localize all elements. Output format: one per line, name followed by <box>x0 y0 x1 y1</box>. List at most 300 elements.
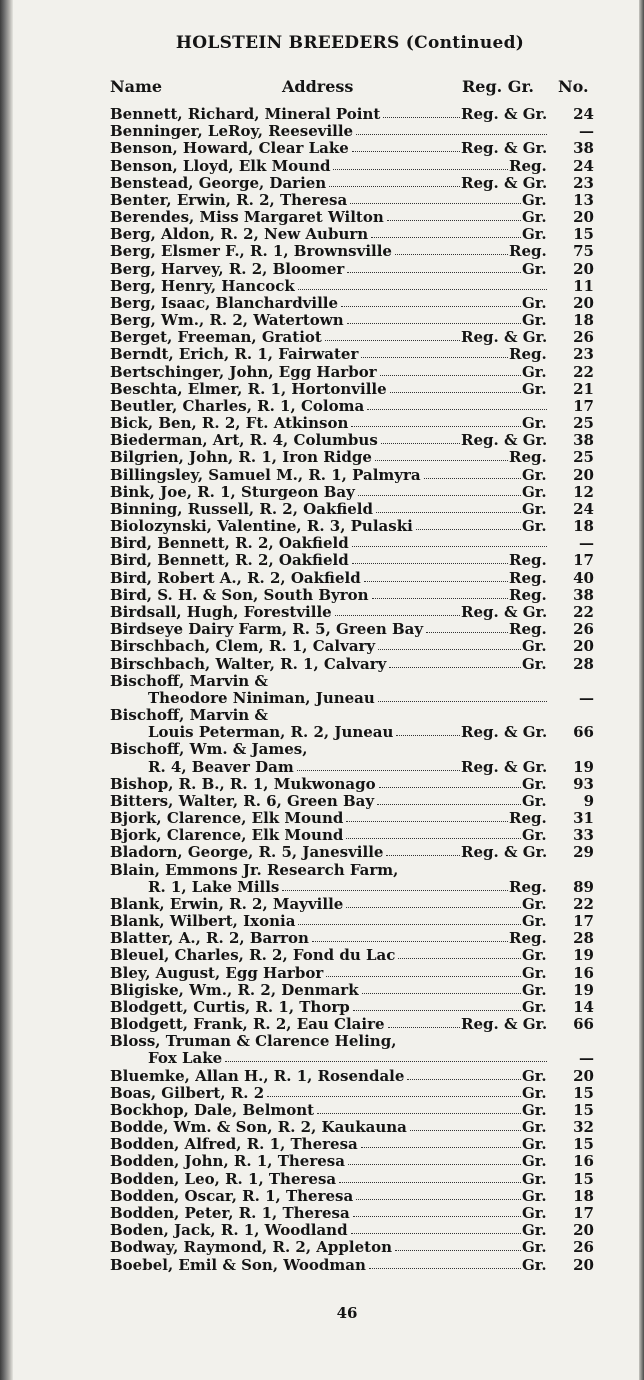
list-item <box>110 982 594 999</box>
herd-count: 15 <box>573 1169 594 1188</box>
breeder-name-address: Blatter, A., R. 2, Barron <box>110 929 309 948</box>
dot-leader <box>267 1096 521 1097</box>
dot-leader <box>352 546 547 547</box>
dot-leader <box>335 615 460 616</box>
dot-leader <box>347 323 521 324</box>
dot-leader <box>282 890 508 891</box>
herd-count: 19 <box>573 980 594 999</box>
dot-leader <box>352 151 460 152</box>
herd-count: 17 <box>573 551 594 570</box>
breeder-name-address: Blodgett, Frank, R. 2, Eau Claire <box>110 1015 385 1034</box>
breeder-name-address: Bennett, Richard, Mineral Point <box>110 105 381 123</box>
registration-type: Gr. <box>522 637 547 656</box>
breeder-name-address: Bischoff, Wm. & James, <box>110 740 308 759</box>
registration-type: Gr. <box>522 963 547 982</box>
dot-leader <box>378 701 547 702</box>
breeder-name-address: Bjork, Clarence, Elk Mound <box>110 809 344 828</box>
list-item <box>110 312 594 329</box>
breeder-name-address: Berendes, Miss Margaret Wilton <box>110 208 384 227</box>
dot-leader <box>372 598 508 599</box>
list-item <box>110 1033 594 1050</box>
herd-count: 26 <box>573 328 594 347</box>
herd-count: 38 <box>573 585 594 604</box>
list-item <box>110 1222 594 1239</box>
list-item <box>110 192 594 209</box>
breeder-list <box>110 106 594 1274</box>
herd-count: 32 <box>573 1118 594 1137</box>
breeder-name-address: Bodden, Leo, R. 1, Theresa <box>110 1169 337 1188</box>
registration-type: Reg. <box>509 929 547 948</box>
registration-type: Reg. <box>509 877 547 896</box>
list-item <box>110 518 594 535</box>
dot-leader <box>376 512 521 513</box>
breeder-name-address: Bird, Bennett, R. 2, Oakfield <box>110 534 349 553</box>
breeder-name-address: R. 1, Lake Mills <box>148 877 280 896</box>
breeder-name-address: Berg, Aldon, R. 2, New Auburn <box>110 225 369 244</box>
dot-leader <box>351 1233 521 1234</box>
herd-count: 17 <box>573 912 594 931</box>
list-item <box>110 1257 594 1274</box>
dot-leader <box>297 770 460 771</box>
list-item <box>110 158 594 175</box>
list-item <box>110 793 594 810</box>
dot-leader <box>361 1147 521 1148</box>
herd-count: 25 <box>573 448 594 467</box>
list-item <box>110 776 594 793</box>
dot-leader <box>379 787 521 788</box>
dot-leader <box>416 529 521 530</box>
list-item <box>110 1153 594 1170</box>
list-item <box>110 930 594 947</box>
registration-type: Reg. & Gr. <box>461 139 548 158</box>
registration-type: Reg. & Gr. <box>461 1015 548 1034</box>
herd-count: 17 <box>573 1204 594 1222</box>
herd-count: 9 <box>583 791 594 810</box>
herd-count: 28 <box>573 654 594 673</box>
breeder-name-address: Benson, Howard, Clear Lake <box>110 139 349 158</box>
breeder-name-address: Bodway, Raymond, R. 2, Appleton <box>110 1238 392 1257</box>
herd-count: 13 <box>573 190 594 209</box>
list-item <box>110 415 594 432</box>
list-item <box>110 398 594 415</box>
registration-type: Gr. <box>522 362 547 381</box>
list-item <box>110 999 594 1016</box>
breeder-name-address: Berg, Harvey, R. 2, Bloomer <box>110 259 345 278</box>
dot-leader <box>396 735 460 736</box>
herd-count: 24 <box>573 499 594 518</box>
breeder-name-address: Berndt, Erich, R. 1, Fairwater <box>110 345 359 364</box>
breeder-name-address: Berg, Henry, Hancock <box>110 276 295 295</box>
list-item <box>110 1102 594 1119</box>
registration-type: Gr. <box>522 482 547 501</box>
registration-type: Gr. <box>522 1169 547 1188</box>
dot-leader <box>390 392 521 393</box>
dot-leader <box>225 1061 547 1062</box>
dot-leader <box>333 169 508 170</box>
list-item <box>110 140 594 157</box>
dot-leader <box>339 1182 521 1183</box>
breeder-name-address: Bluemke, Allan H., R. 1, Rosendale <box>110 1066 405 1085</box>
list-item <box>110 226 594 243</box>
list-item <box>110 724 594 741</box>
page-title: HOLSTEIN BREEDERS (Continued) <box>175 33 525 53</box>
breeder-name-address: Bodden, John, R. 1, Theresa <box>110 1152 345 1171</box>
registration-type: Gr. <box>522 499 547 518</box>
registration-type: Gr. <box>522 946 547 965</box>
registration-type: Gr. <box>522 293 547 312</box>
list-item <box>110 810 594 827</box>
dot-leader <box>356 134 547 135</box>
breeder-name-address: Bird, Bennett, R. 2, Oakfield <box>110 551 349 570</box>
registration-type: Reg. <box>509 551 547 570</box>
breeder-name-address: Blank, Erwin, R. 2, Mayville <box>110 894 344 913</box>
registration-type: Reg. <box>509 568 547 587</box>
breeder-name-address: Bird, Robert A., R. 2, Oakfield <box>110 568 361 587</box>
dot-leader <box>426 632 508 633</box>
dot-leader <box>407 1079 521 1080</box>
breeder-name-address: Boas, Gilbert, R. 2 <box>110 1083 265 1102</box>
list-item <box>110 587 594 604</box>
herd-count: 93 <box>573 774 594 793</box>
dot-leader <box>298 289 547 290</box>
herd-count: 24 <box>573 156 594 175</box>
list-item <box>110 673 594 690</box>
list-item <box>110 1016 594 1033</box>
herd-count: 17 <box>573 396 594 415</box>
registration-type: Gr. <box>522 894 547 913</box>
breeder-name-address: Berget, Freeman, Gratiot <box>110 328 322 347</box>
dot-leader <box>312 941 508 942</box>
breeder-name-address: Bick, Ben, R. 2, Ft. Atkinson <box>110 414 349 433</box>
breeder-name-address: Bitters, Walter, R. 6, Green Bay <box>110 791 375 810</box>
herd-count: 16 <box>573 1152 594 1171</box>
list-item <box>110 535 594 552</box>
breeder-name-address: Benninger, LeRoy, Reeseville <box>110 122 354 141</box>
registration-type: Reg. & Gr. <box>461 173 548 192</box>
dot-leader <box>326 976 521 977</box>
dot-leader <box>364 581 508 582</box>
registration-type: Gr. <box>522 379 547 398</box>
dot-leader <box>371 237 521 238</box>
dot-leader <box>369 1268 521 1269</box>
registration-type: Reg. <box>509 809 547 828</box>
list-item <box>110 741 594 758</box>
breeder-name-address: Bleuel, Charles, R. 2, Fond du Lac <box>110 946 396 965</box>
dot-leader <box>298 924 521 925</box>
breeder-name-address: Louis Peterman, R. 2, Juneau <box>148 723 394 742</box>
list-item <box>110 570 594 587</box>
breeder-name-address: Benstead, George, Darien <box>110 173 327 192</box>
registration-type: Gr. <box>522 654 547 673</box>
herd-count: 23 <box>573 173 594 192</box>
herd-count: 28 <box>573 929 594 948</box>
list-item <box>110 638 594 655</box>
herd-count: — <box>579 534 594 553</box>
breeder-name-address: Bird, S. H. & Son, South Byron <box>110 585 369 604</box>
column-header-address: Address <box>282 77 354 96</box>
list-item <box>110 295 594 312</box>
list-item <box>110 1171 594 1188</box>
herd-count: 19 <box>573 946 594 965</box>
list-item <box>110 1239 594 1256</box>
list-item <box>110 759 594 776</box>
herd-count: 20 <box>573 293 594 312</box>
breeder-name-address: Bligiske, Wm., R. 2, Denmark <box>110 980 359 999</box>
list-item <box>110 346 594 363</box>
breeder-name-address: Biederman, Art, R. 4, Columbus <box>110 431 378 450</box>
list-item <box>110 604 594 621</box>
registration-type: Gr. <box>522 517 547 536</box>
herd-count: 20 <box>573 1221 594 1240</box>
breeder-name-address: Birdsall, Hugh, Forestville <box>110 602 332 621</box>
list-item <box>110 364 594 381</box>
herd-count: 89 <box>573 877 594 896</box>
herd-count: 20 <box>573 208 594 227</box>
list-item <box>110 329 594 346</box>
list-item <box>110 896 594 913</box>
registration-type: Gr. <box>522 465 547 484</box>
herd-count: 15 <box>573 1135 594 1154</box>
breeder-name-address: Blodgett, Curtis, R. 1, Thorp <box>110 997 350 1016</box>
breeder-name-address: Blank, Wilbert, Ixonia <box>110 912 296 931</box>
dot-leader <box>353 1216 521 1217</box>
breeder-name-address: Bertschinger, John, Egg Harbor <box>110 362 377 381</box>
registration-type: Gr. <box>522 190 547 209</box>
registration-type: Gr. <box>522 414 547 433</box>
dot-leader <box>346 821 508 822</box>
list-item <box>110 501 594 518</box>
herd-count: 15 <box>573 1100 594 1119</box>
dot-leader <box>341 306 521 307</box>
herd-count: 26 <box>573 1238 594 1257</box>
herd-count: 29 <box>573 843 594 862</box>
registration-type: Gr. <box>522 997 547 1016</box>
herd-count: 40 <box>573 568 594 587</box>
breeder-name-address: Bink, Joe, R. 1, Sturgeon Bay <box>110 482 355 501</box>
registration-type: Gr. <box>522 1238 547 1257</box>
list-item <box>110 278 594 295</box>
registration-type: Gr. <box>522 980 547 999</box>
breeder-name-address: Benson, Lloyd, Elk Mound <box>110 156 331 175</box>
list-item <box>110 1136 594 1153</box>
breeder-name-address: Billingsley, Samuel M., R. 1, Palmyra <box>110 465 421 484</box>
herd-count: 24 <box>573 105 594 123</box>
herd-count: 20 <box>573 1255 594 1274</box>
breeder-name-address: Bjork, Clarence, Elk Mound <box>110 826 344 845</box>
list-item <box>110 243 594 260</box>
dot-leader <box>395 254 508 255</box>
dot-leader <box>367 409 547 410</box>
breeder-name-address: Bodde, Wm. & Son, R. 2, Kaukauna <box>110 1118 407 1137</box>
breeder-name-address: Fox Lake <box>148 1049 223 1068</box>
dot-leader <box>395 1250 521 1251</box>
breeder-name-address: Bladorn, George, R. 5, Janesville <box>110 843 384 862</box>
herd-count: 18 <box>573 517 594 536</box>
breeder-name-address: Biolozynski, Valentine, R. 3, Pulaski <box>110 517 413 536</box>
herd-count: 26 <box>573 620 594 639</box>
page-number: 46 <box>336 1304 358 1322</box>
list-item <box>110 261 594 278</box>
registration-type: Reg. & Gr. <box>461 723 548 742</box>
registration-type: Gr. <box>522 259 547 278</box>
dot-leader <box>398 958 521 959</box>
list-item <box>110 844 594 861</box>
breeder-name-address: Bodden, Peter, R. 1, Theresa <box>110 1204 350 1222</box>
breeder-name-address: Bischoff, Marvin & <box>110 671 268 690</box>
breeder-name-address: Boebel, Emil & Son, Woodman <box>110 1255 366 1274</box>
breeder-name-address: Bodden, Alfred, R. 1, Theresa <box>110 1135 358 1154</box>
registration-type: Gr. <box>522 1100 547 1119</box>
list-item <box>110 209 594 226</box>
list-item <box>110 106 594 123</box>
herd-count: 38 <box>573 431 594 450</box>
herd-count: 18 <box>573 1186 594 1205</box>
registration-type: Reg. <box>509 156 547 175</box>
herd-count: 20 <box>573 465 594 484</box>
herd-count: — <box>579 122 594 141</box>
column-header-no: No. <box>558 77 589 96</box>
herd-count: 15 <box>573 225 594 244</box>
column-header-name: Name <box>110 77 163 96</box>
breeder-name-address: Birschbach, Walter, R. 1, Calvary <box>110 654 387 673</box>
herd-count: 20 <box>573 637 594 656</box>
herd-count: 20 <box>573 259 594 278</box>
herd-count: 22 <box>573 602 594 621</box>
herd-count: 33 <box>573 826 594 845</box>
herd-count: 20 <box>573 1066 594 1085</box>
dot-leader <box>375 460 508 461</box>
dot-leader <box>361 357 508 358</box>
herd-count: 22 <box>573 362 594 381</box>
breeder-name-address: Boden, Jack, R. 1, Woodland <box>110 1221 348 1240</box>
breeder-name-address: R. 4, Beaver Dam <box>148 757 294 776</box>
herd-count: 31 <box>573 809 594 828</box>
list-item <box>110 621 594 638</box>
dot-leader <box>381 443 460 444</box>
list-item <box>110 947 594 964</box>
dot-leader <box>424 478 521 479</box>
list-item <box>110 1119 594 1136</box>
registration-type: Reg. & Gr. <box>461 431 548 450</box>
list-item <box>110 552 594 569</box>
dot-leader <box>410 1130 521 1131</box>
breeder-name-address: Beschta, Elmer, R. 1, Hortonville <box>110 379 387 398</box>
herd-count: 18 <box>573 311 594 330</box>
list-item <box>110 1068 594 1085</box>
registration-type: Reg. & Gr. <box>461 602 548 621</box>
list-item <box>110 862 594 879</box>
dot-leader <box>353 1010 521 1011</box>
registration-type: Gr. <box>522 208 547 227</box>
herd-count: 19 <box>573 757 594 776</box>
list-item <box>110 656 594 673</box>
breeder-name-address: Beutler, Charles, R. 1, Coloma <box>110 396 365 415</box>
breeder-name-address: Bishop, R. B., R. 1, Mukwonago <box>110 774 376 793</box>
list-item <box>110 1205 594 1222</box>
breeder-name-address: Bockhop, Dale, Belmont <box>110 1100 315 1119</box>
breeder-name-address: Birdseye Dairy Farm, R. 5, Green Bay <box>110 620 424 639</box>
registration-type: Gr. <box>522 1083 547 1102</box>
dot-leader <box>380 375 521 376</box>
herd-count: 75 <box>573 242 594 261</box>
registration-type: Gr. <box>522 1135 547 1154</box>
herd-count: 66 <box>573 1015 594 1034</box>
dot-leader <box>325 340 460 341</box>
breeder-name-address: Berg, Elsmer F., R. 1, Brownsville <box>110 242 392 261</box>
breeder-name-address: Berg, Isaac, Blanchardville <box>110 293 339 312</box>
dot-leader <box>352 563 508 564</box>
list-item <box>110 690 594 707</box>
binding-edge <box>0 0 13 1380</box>
dot-leader <box>351 426 521 427</box>
dot-leader <box>358 495 521 496</box>
registration-type: Gr. <box>522 1221 547 1240</box>
breeder-name-address: Bischoff, Marvin & <box>110 706 268 725</box>
dot-leader <box>350 203 521 204</box>
list-item <box>110 1188 594 1205</box>
herd-count: 25 <box>573 414 594 433</box>
registration-type: Reg. <box>509 585 547 604</box>
dot-leader <box>317 1113 521 1114</box>
herd-count: 38 <box>573 139 594 158</box>
list-item <box>110 467 594 484</box>
list-item <box>110 827 594 844</box>
column-header-reg-gr: Reg. Gr. <box>462 77 534 96</box>
registration-type: Reg. <box>509 242 547 261</box>
dot-leader <box>346 838 521 839</box>
dot-leader <box>329 186 460 187</box>
registration-type: Gr. <box>522 1186 547 1205</box>
herd-count: 21 <box>573 379 594 398</box>
registration-type: Reg. & Gr. <box>461 757 548 776</box>
herd-count: 15 <box>573 1083 594 1102</box>
breeder-name-address: Bodden, Oscar, R. 1, Theresa <box>110 1186 354 1205</box>
list-item <box>110 123 594 140</box>
list-item <box>110 484 594 501</box>
dot-leader <box>362 993 521 994</box>
registration-type: Gr. <box>522 1152 547 1171</box>
dot-leader <box>389 667 521 668</box>
registration-type: Reg. & Gr. <box>461 843 548 862</box>
registration-type: Gr. <box>522 1066 547 1085</box>
registration-type: Gr. <box>522 791 547 810</box>
breeder-name-address: Birschbach, Clem, R. 1, Calvary <box>110 637 376 656</box>
list-item <box>110 1085 594 1102</box>
herd-count: 16 <box>573 963 594 982</box>
list-item <box>110 707 594 724</box>
list-item <box>110 879 594 896</box>
list-item <box>110 1050 594 1067</box>
list-item <box>110 913 594 930</box>
herd-count: 22 <box>573 894 594 913</box>
dot-leader <box>383 117 460 118</box>
registration-type: Gr. <box>522 311 547 330</box>
breeder-name-address: Theodore Niniman, Juneau <box>148 688 375 707</box>
registration-type: Gr. <box>522 1118 547 1137</box>
breeder-name-address: Berg, Wm., R. 2, Watertown <box>110 311 344 330</box>
herd-count: — <box>579 688 594 707</box>
registration-type: Gr. <box>522 826 547 845</box>
registration-type: Gr. <box>522 1255 547 1274</box>
dot-leader <box>347 272 521 273</box>
dot-leader <box>386 855 460 856</box>
registration-type: Reg. <box>509 345 547 364</box>
list-item <box>110 432 594 449</box>
page-edge <box>639 0 644 1380</box>
breeder-name-address: Bilgrien, John, R. 1, Iron Ridge <box>110 448 372 467</box>
breeder-name-address: Blain, Emmons Jr. Research Farm, <box>110 860 399 879</box>
registration-type: Reg. <box>509 448 547 467</box>
